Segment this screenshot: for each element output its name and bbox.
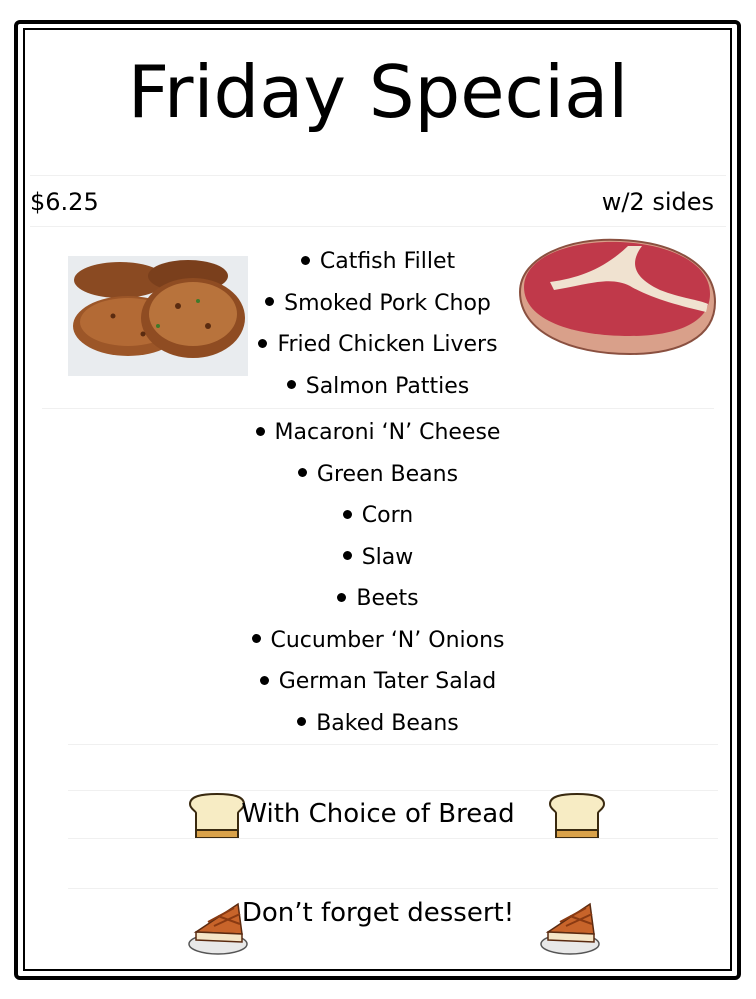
divider: [68, 888, 718, 889]
list-item: Salmon Patties: [0, 366, 756, 408]
list-item: Beets: [0, 578, 756, 620]
bullet-icon: [343, 551, 352, 560]
list-item: Catfish Fillet: [0, 241, 756, 283]
bullet-icon: [337, 593, 346, 602]
bread-note: With Choice of Bread: [241, 799, 515, 829]
bullet-icon: [260, 676, 269, 685]
bullet-icon: [297, 717, 306, 726]
bullet-icon: [265, 297, 274, 306]
pie-slice-icon: [540, 898, 602, 956]
list-item: Fried Chicken Livers: [0, 324, 756, 366]
list-item: Green Beans: [0, 454, 756, 496]
list-item: Cucumber ‘N’ Onions: [0, 620, 756, 662]
page-title: Friday Special: [127, 50, 629, 134]
bullet-icon: [256, 427, 265, 436]
sides-list: [0, 412, 756, 744]
bullet-icon: [298, 468, 307, 477]
bullet-icon: [301, 256, 310, 265]
price-row: [30, 182, 714, 222]
bullet-icon: [258, 339, 267, 348]
dessert-note: Don’t forget dessert!: [241, 898, 515, 928]
list-item: Smoked Pork Chop: [0, 283, 756, 325]
sides-note: w/2 sides: [601, 188, 714, 216]
list-item: Baked Beans: [0, 703, 756, 745]
bread-slice-icon: [546, 792, 608, 840]
divider: [30, 226, 726, 227]
mains-list: [0, 241, 756, 407]
list-item: Corn: [0, 495, 756, 537]
list-item: Slaw: [0, 537, 756, 579]
divider: [68, 744, 718, 745]
price-label: $6.25: [30, 188, 99, 216]
divider: [68, 790, 718, 791]
bullet-icon: [252, 634, 261, 643]
divider: [68, 838, 718, 839]
divider: [42, 408, 714, 409]
divider: [30, 175, 726, 176]
list-item: Macaroni ‘N’ Cheese: [0, 412, 756, 454]
bullet-icon: [287, 380, 296, 389]
bullet-icon: [343, 510, 352, 519]
list-item: German Tater Salad: [0, 661, 756, 703]
